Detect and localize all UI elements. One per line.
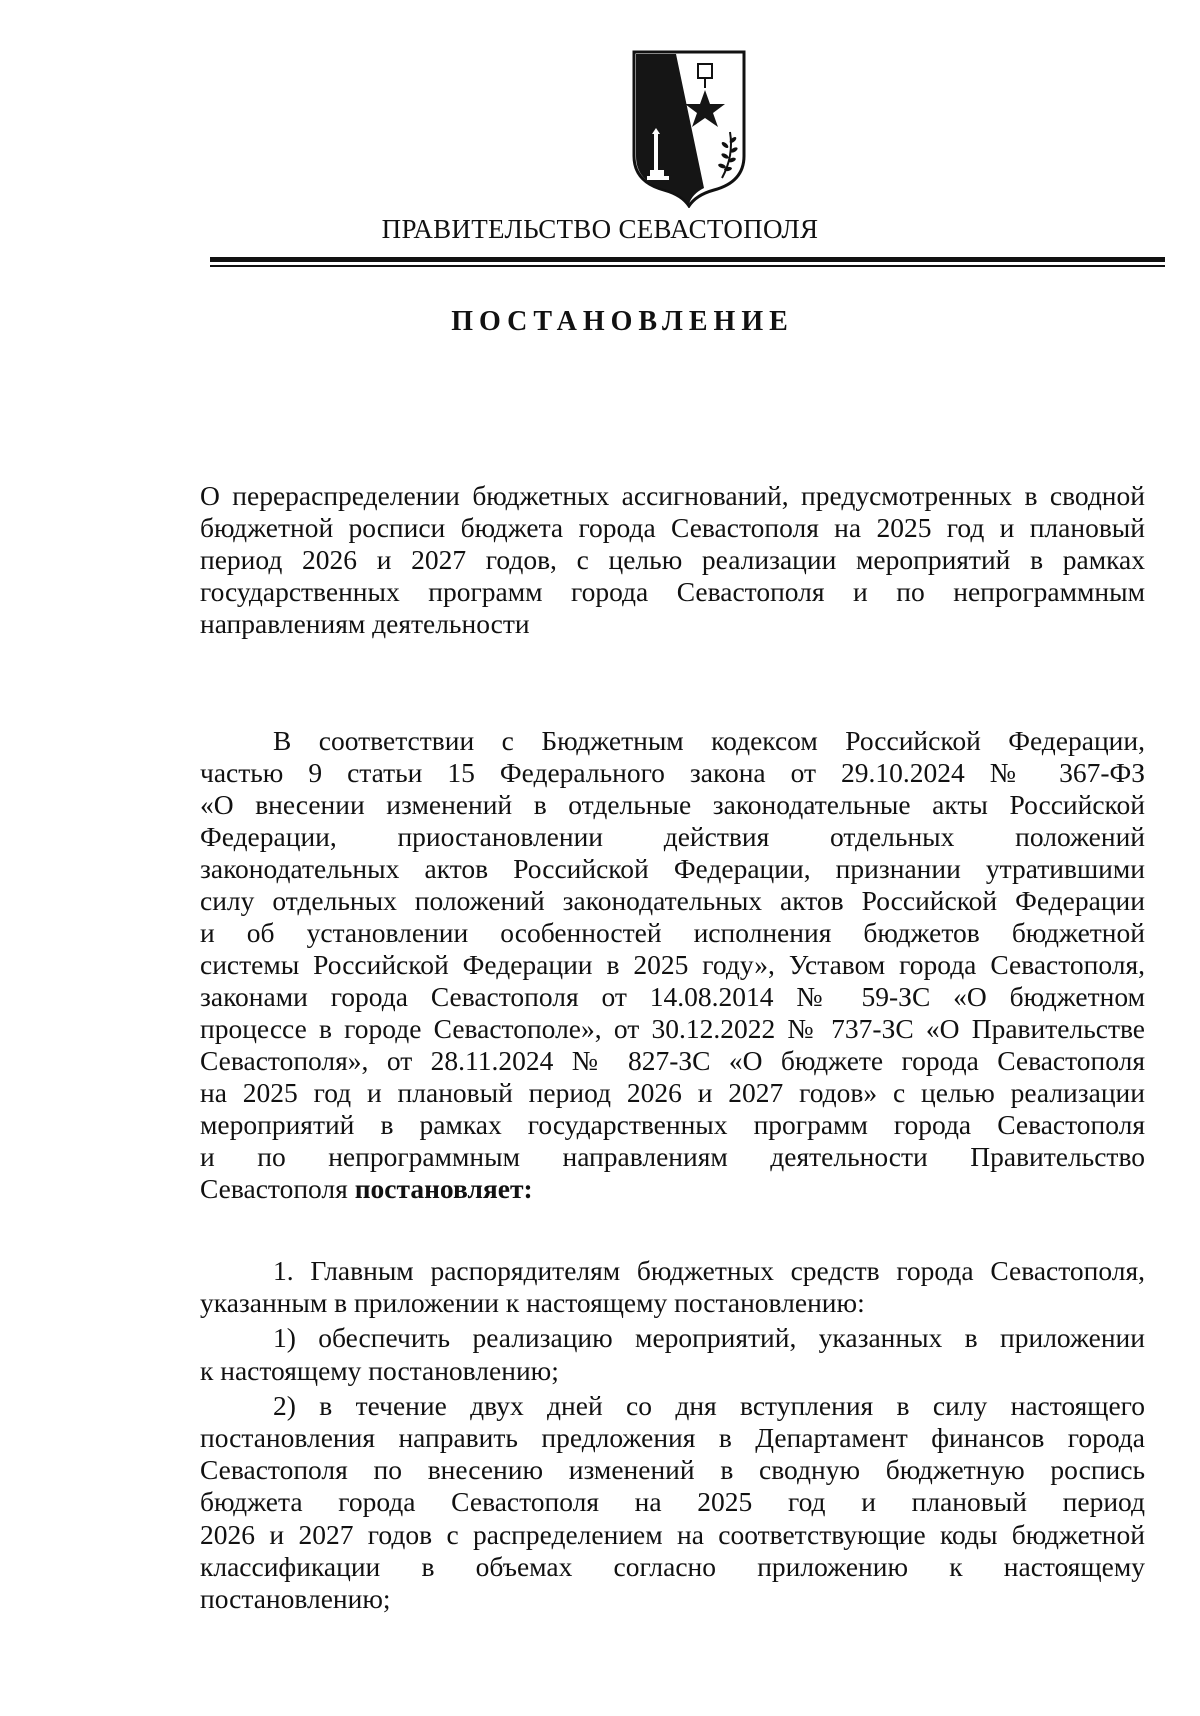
preamble-line: и по непрограммным направлениям деятельности Правительство	[200, 1141, 1145, 1172]
item-1-line: 1. Главным распорядителям бюджетных средств города Севастополя,	[273, 1255, 1145, 1286]
preamble-line: Федерации, приостановлении действия отдельных положений	[200, 821, 1145, 852]
subitem-1-line: к настоящему постановлению;	[200, 1354, 559, 1386]
subject-line: бюджетной росписи бюджета города Севастополя на 2025 год и плановый	[200, 512, 1145, 543]
preamble-line: процессе в городе Севастополе», от 30.12.2022 № 737-ЗС «О Правительстве	[200, 1013, 1145, 1044]
subitem-2-line: классификации в объемах согласно приложению к настоящему	[200, 1550, 1145, 1582]
subject-line: государственных программ города Севастополя и по непрограммным	[200, 576, 1145, 607]
header-rule-thin	[210, 265, 1165, 267]
preamble-line: законодательных актов Российской Федерации, признании утратившими	[200, 853, 1145, 884]
subitem-2-line: постановления направить предложения в Департамент финансов города	[200, 1421, 1145, 1453]
subitem-2-line: 2026 и 2027 годов с распределением на соответствующие коды бюджетной	[200, 1518, 1145, 1550]
preamble-line: системы Российской Федерации в 2025 году», Уставом города Севастополя,	[200, 949, 1145, 980]
preamble-line: Севастополя», от 28.11.2024 № 827-ЗС «О бюджете города Севастополя	[200, 1045, 1145, 1076]
subitem-2-line: Севастополя по внесению изменений в сводную бюджетную роспись	[200, 1454, 1145, 1486]
preamble-paragraph	[200, 725, 1145, 1205]
resolves-keyword: постановляет:	[354, 1173, 533, 1204]
document-subject	[200, 480, 1145, 640]
subitem-1-line: 1) обеспечить реализацию мероприятий, указанных в приложении	[273, 1322, 1145, 1354]
preamble-line: и об установлении особенностей исполнения бюджетов бюджетной	[200, 917, 1145, 948]
preamble-line: силу отдельных положений законодательных актов Российской Федерации	[200, 885, 1145, 916]
subitem-2-line: постановлению;	[200, 1582, 391, 1614]
header-rule-thick	[210, 257, 1165, 262]
preamble-line: частью 9 статьи 15 Федерального закона от 29.10.2024 № 367-ФЗ	[200, 757, 1145, 788]
preamble-last-line-start: Севастополя	[200, 1173, 348, 1204]
subject-line: О перераспределении бюджетных ассигнований, предусмотренных в сводной	[200, 480, 1145, 511]
document-type-title: ПОСТАНОВЛЕНИЕ	[451, 306, 794, 337]
preamble-line: В соответствии с Бюджетным кодексом Российской Федерации,	[273, 725, 1145, 756]
preamble-line: на 2025 год и плановый период 2026 и 2027 годов» с целью реализации	[200, 1077, 1145, 1108]
preamble-line: мероприятий в рамках государственных программ города Севастополя	[200, 1109, 1145, 1140]
subject-line: направлениям деятельности	[200, 608, 530, 639]
subject-line: период 2026 и 2027 годов, с целью реализации мероприятий в рамках	[200, 544, 1145, 575]
subitem-2-line: бюджета города Севастополя на 2025 год и плановый период	[200, 1486, 1145, 1518]
sevastopol-coat-of-arms-icon	[630, 48, 748, 208]
item-1-line: указанным в приложении к настоящему постановлению:	[200, 1287, 865, 1319]
preamble-last-line	[200, 1173, 1145, 1205]
organization-name: ПРАВИТЕЛЬСТВО СЕВАСТОПОЛЯ	[381, 214, 819, 244]
preamble-line: «О внесении изменений в отдельные законодательные акты Российской	[200, 789, 1145, 820]
subitem-2-line: 2) в течение двух дней со дня вступления в силу настоящего	[273, 1389, 1145, 1421]
resolution-items	[200, 1255, 1145, 1615]
preamble-line: законами города Севастополя от 14.08.2014 № 59-ЗС «О бюджетном	[200, 981, 1145, 1012]
